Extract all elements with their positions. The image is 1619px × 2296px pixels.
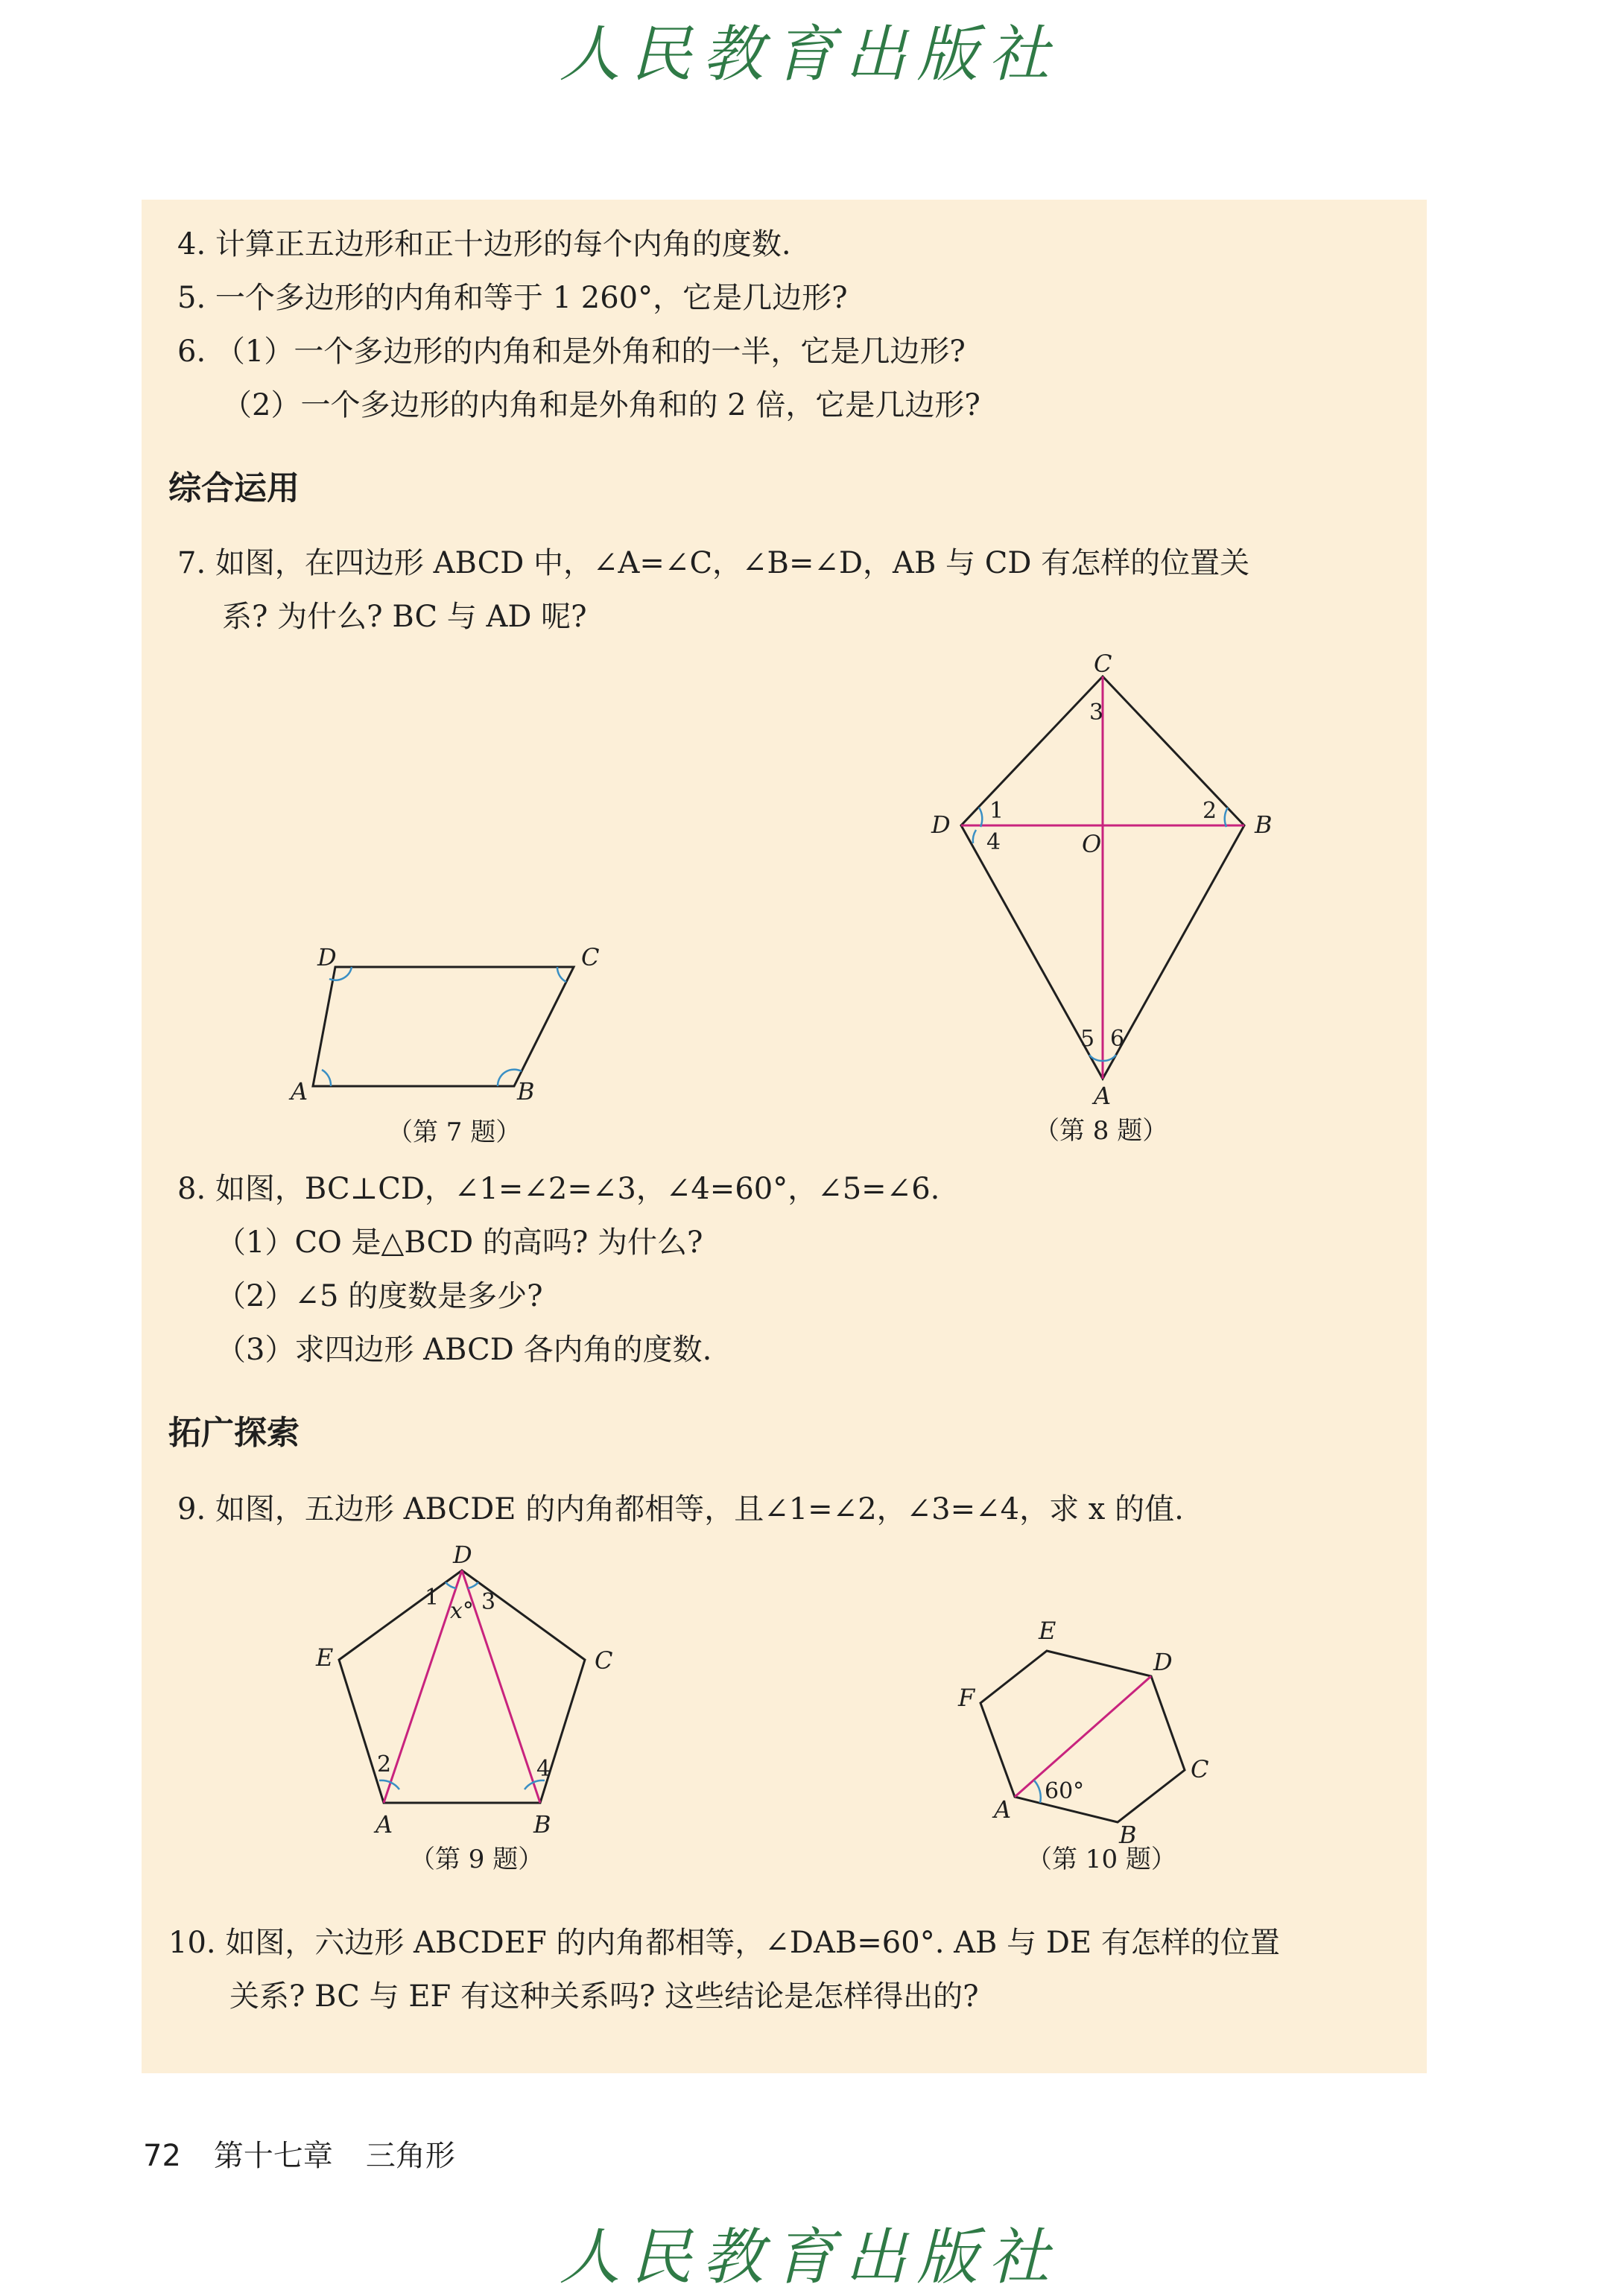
fig10-label-f: F: [958, 1684, 975, 1712]
fig10-label-c: C: [1191, 1755, 1209, 1783]
fig8-label-d: D: [931, 811, 951, 839]
problem-7-line-1: 7. 如图，在四边形 ABCD 中，∠A=∠C，∠B=∠D，AB 与 CD 有怎样的位置关: [177, 546, 1250, 580]
fig7-label-c: C: [581, 943, 600, 971]
fig10-label-e: E: [1039, 1617, 1056, 1645]
problem-8-part-2: （2）∠5 的度数是多少?: [216, 1279, 543, 1313]
fig8-label-6: 6: [1110, 1026, 1125, 1052]
fig9-label-4: 4: [536, 1756, 551, 1782]
figure-9-caption: （第 9 题）: [410, 1845, 544, 1874]
fig9-label-1: 1: [425, 1585, 440, 1611]
fig10-label-d: D: [1153, 1648, 1173, 1676]
fig10-label-angle: 60°: [1045, 1778, 1085, 1804]
problem-8-part-1: （1）CO 是△BCD 的高吗? 为什么?: [216, 1225, 703, 1260]
fig9-label-b: B: [533, 1810, 551, 1839]
section-heading-explore: 拓广探索: [168, 1414, 300, 1452]
problem-10-line-1: 10. 如图，六边形 ABCDEF 的内角都相等，∠DAB=60°. AB 与 DE 有怎样的位置: [168, 1926, 1280, 1960]
problem-6-part-1: 6. （1）一个多边形的内角和是外角和的一半，它是几边形?: [177, 334, 966, 369]
fig7-label-a: A: [291, 1077, 308, 1106]
fig7-label-d: D: [317, 943, 337, 971]
fig9-label-e: E: [316, 1643, 334, 1672]
figure-7-caption: （第 7 题）: [387, 1117, 522, 1147]
problem-10-line-2: 关系? BC 与 EF 有这种关系吗? 这些结论是怎样得出的?: [229, 1979, 979, 2014]
chapter-number: 第十七章: [213, 2139, 333, 2173]
fig8-label-1: 1: [989, 798, 1004, 824]
section-heading-apply: 综合运用: [168, 469, 300, 507]
figure-10-caption: （第 10 题）: [1027, 1845, 1176, 1874]
fig8-label-2: 2: [1203, 798, 1217, 824]
fig8-label-c: C: [1094, 650, 1112, 678]
fig8-label-4: 4: [986, 829, 1001, 855]
fig9-label-d: D: [453, 1541, 472, 1569]
fig10-label-b: B: [1119, 1821, 1137, 1849]
publisher-watermark-top: 人民教育出版社: [559, 19, 1060, 90]
fig9-label-x: x°: [450, 1598, 474, 1624]
figure-7-parallelogram: [291, 943, 603, 1106]
figure-9-pentagon: [313, 1541, 611, 1853]
fig9-label-a: A: [376, 1810, 393, 1839]
problem-9: 9. 如图，五边形 ABCDE 的内角都相等，且∠1=∠2，∠3=∠4，求 x 的值.: [177, 1492, 1184, 1526]
page-footer: [143, 2132, 488, 2175]
publisher-watermark-bottom: 人民教育出版社: [559, 2222, 1060, 2293]
fig10-label-a: A: [994, 1795, 1012, 1824]
problem-4: 4. 计算正五边形和正十边形的每个内角的度数.: [177, 227, 791, 261]
fig9-label-3: 3: [481, 1589, 496, 1615]
fig8-label-b: B: [1255, 811, 1273, 839]
figure-10-hexagon: [954, 1593, 1252, 1849]
fig7-label-b: B: [517, 1077, 535, 1106]
problem-8-part-3: （3）求四边形 ABCD 各内角的度数.: [216, 1333, 712, 1367]
fig8-label-o: O: [1082, 830, 1102, 858]
problem-6-part-2: （2）一个多边形的内角和是外角和的 2 倍，它是几边形?: [222, 388, 980, 422]
problem-8: 8. 如图，BC⊥CD，∠1=∠2=∠3，∠4=60°，∠5=∠6.: [177, 1172, 940, 1206]
fig8-label-3: 3: [1089, 700, 1104, 726]
figure-8-kite: [902, 650, 1289, 1110]
exercise-panel: [142, 200, 1427, 2073]
fig9-label-2: 2: [377, 1751, 392, 1778]
chapter-title: 三角形: [365, 2139, 455, 2173]
problem-5: 5. 一个多边形的内角和等于 1 260°，它是几边形?: [177, 281, 848, 315]
fig8-label-5: 5: [1080, 1026, 1095, 1052]
figure-8-caption: （第 8 题）: [1034, 1116, 1168, 1146]
problem-7-line-2: 系? 为什么? BC 与 AD 呢?: [222, 600, 587, 634]
page-number: 72: [143, 2139, 181, 2173]
fig8-label-a: A: [1094, 1082, 1112, 1110]
fig9-label-c: C: [595, 1646, 613, 1675]
